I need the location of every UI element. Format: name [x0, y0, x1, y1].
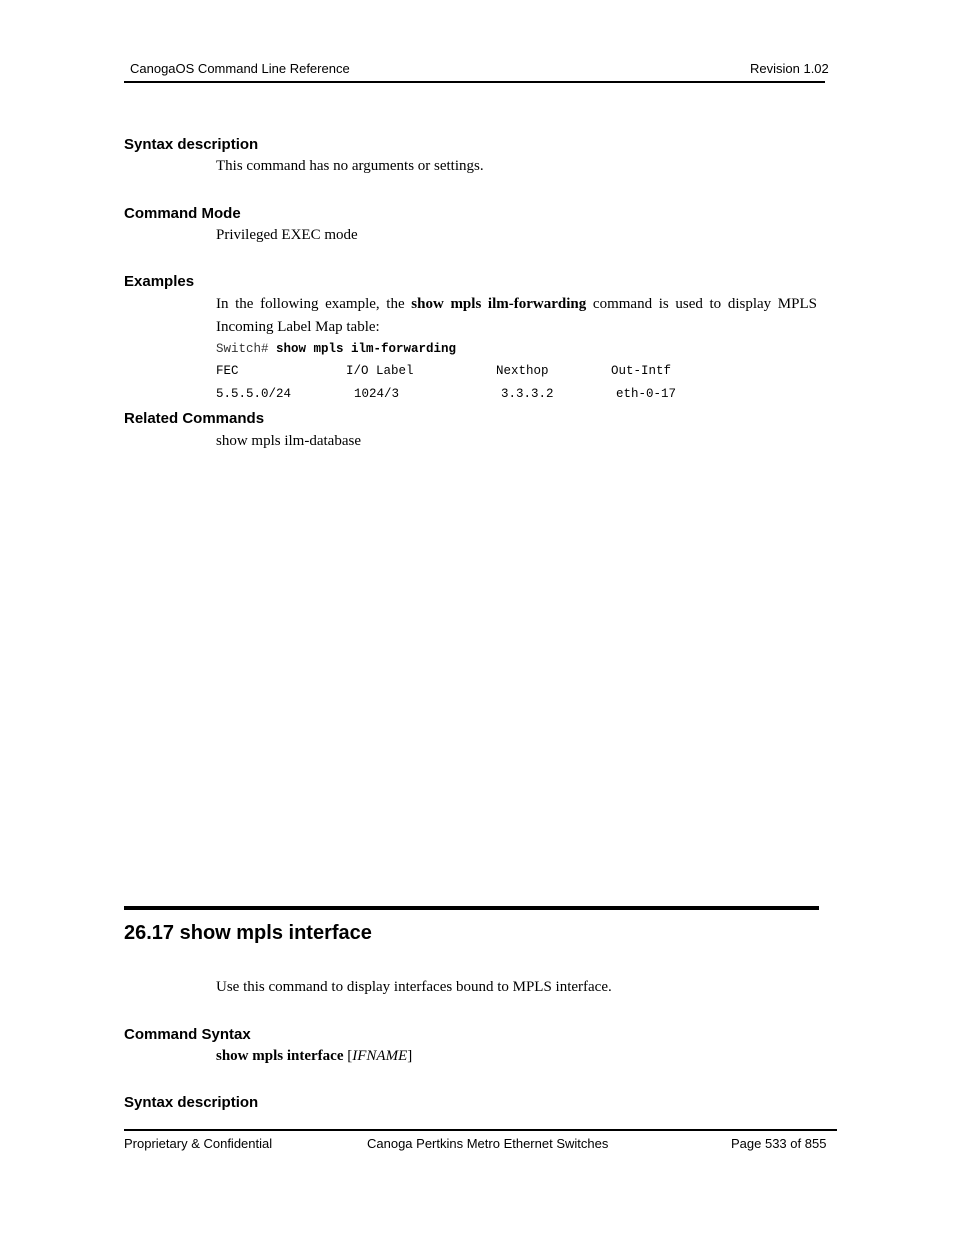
example-intro-command: show mpls ilm-forwarding: [411, 296, 587, 312]
code-prompt: Switch#: [216, 342, 269, 356]
related-commands-heading: Related Commands: [124, 410, 265, 427]
command-mode-text: Privileged EXEC mode: [216, 227, 358, 243]
syntax-description-heading: Syntax description: [124, 136, 259, 153]
footer-page-number: Page 533 of 855: [731, 1136, 827, 1151]
table-header-fec: FEC: [216, 364, 239, 378]
command-syntax-close: ]: [407, 1048, 413, 1064]
command-syntax-command: show mpls interface: [216, 1048, 344, 1064]
table-cell-io-label: 1024/3: [354, 387, 400, 401]
related-commands-text: show mpls ilm-database: [216, 433, 361, 449]
syntax-description-text: This command has no arguments or settings.: [216, 158, 484, 174]
header-rule: [124, 81, 825, 83]
command-syntax-heading: Command Syntax: [124, 1026, 251, 1043]
example-intro-before: In the following example, the: [216, 296, 405, 312]
footer-rule: [124, 1129, 837, 1131]
command-syntax-line: [216, 1048, 412, 1065]
code-command: show mpls ilm-forwarding: [276, 342, 457, 356]
table-cell-nexthop: 3.3.3.2: [501, 387, 554, 401]
example-intro-paragraph: [216, 293, 817, 339]
table-header-nexthop: Nexthop: [496, 364, 549, 378]
footer-left: Proprietary & Confidential: [124, 1136, 273, 1151]
header-title: CanogaOS Command Line Reference: [130, 61, 350, 76]
footer-center: Canoga Pertkins Metro Ethernet Switches: [367, 1136, 609, 1151]
table-cell-fec: 5.5.5.0/24: [216, 387, 292, 401]
table-cell-out-intf: eth-0-17: [616, 387, 677, 401]
section-title: 26.17 show mpls interface: [124, 922, 372, 944]
section-intro-text: Use this command to display interfaces bound to MPLS interface.: [216, 979, 612, 995]
command-syntax-open: [: [347, 1048, 353, 1064]
examples-heading: Examples: [124, 273, 195, 290]
syntax-description-heading-2: Syntax description: [124, 1094, 259, 1111]
example-intro-after: command is used to display MPLS Incoming Label Map table:: [216, 296, 817, 335]
section-rule: [124, 906, 819, 910]
header-revision: Revision 1.02: [750, 61, 829, 76]
command-syntax-arg: IFNAME: [352, 1048, 408, 1064]
code-command-line: [216, 342, 456, 356]
command-mode-heading: Command Mode: [124, 205, 241, 222]
table-header-io-label: I/O Label: [346, 364, 414, 378]
table-header-out-intf: Out-Intf: [611, 364, 672, 378]
